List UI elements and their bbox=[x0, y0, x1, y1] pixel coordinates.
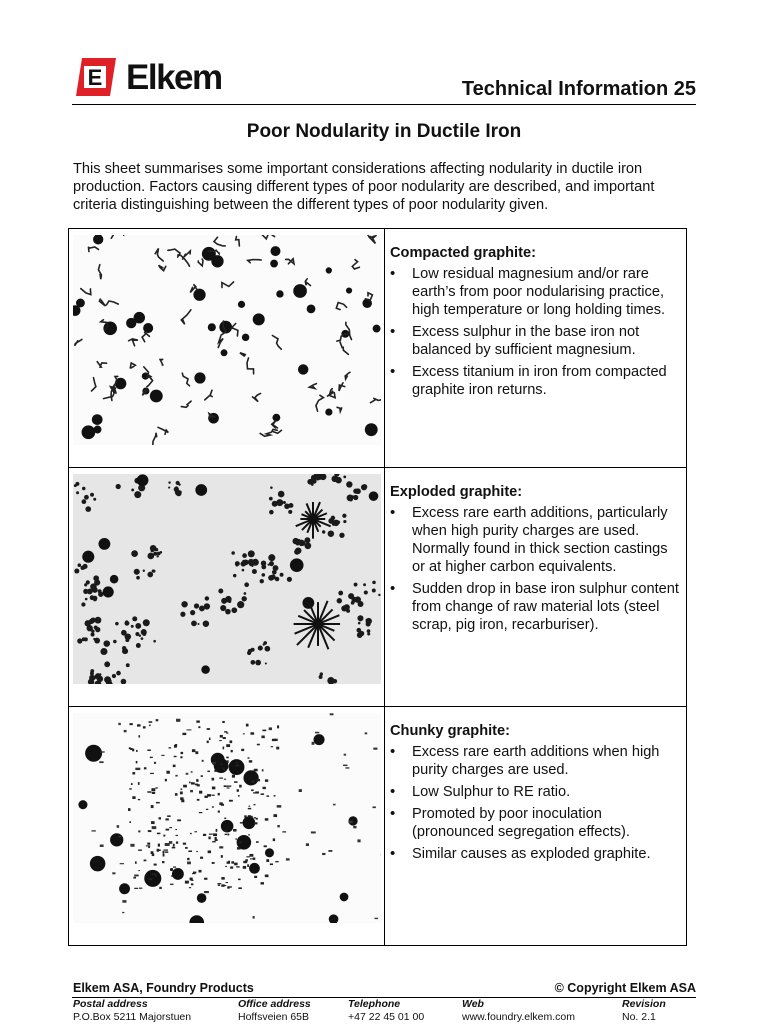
table-row bbox=[69, 229, 687, 468]
section-title: Compacted graphite: bbox=[390, 245, 536, 261]
chunky-graphite-micrograph bbox=[73, 713, 381, 923]
footer-value: P.O.Box 5211 Majorstuen bbox=[73, 1011, 192, 1023]
footer-label: Web bbox=[462, 998, 484, 1010]
footer-copyright: © Copyright Elkem ASA bbox=[554, 981, 696, 995]
footer-label: Revision bbox=[622, 998, 666, 1010]
list-item: • Excess sulphur in the base iron not balanced by sufficient magnesium. bbox=[390, 323, 680, 359]
cause-list bbox=[390, 743, 680, 863]
page-title: Poor Nodularity in Ductile Iron bbox=[246, 121, 522, 142]
footer-web bbox=[462, 998, 575, 1024]
cause-list bbox=[390, 265, 680, 399]
image-cell bbox=[69, 468, 385, 707]
section-title: Chunky graphite: bbox=[390, 723, 510, 739]
elkem-logo-icon bbox=[72, 56, 120, 98]
footer-company: Elkem ASA, Foundry Products bbox=[73, 981, 254, 995]
list-item: • Excess rare earth additions, particularly when high purity charges are used. Normally found in thick section castings or at higher carbon equivalents. bbox=[390, 504, 680, 576]
footer-label: Office address bbox=[238, 998, 311, 1010]
list-item: • Low residual magnesium and/or rare earth’s from poor nodularising practice, high temperature or long holding times. bbox=[390, 265, 680, 319]
footer-revision bbox=[622, 998, 666, 1024]
table-row bbox=[69, 468, 687, 707]
brand-name: Elkem bbox=[126, 58, 222, 97]
cause-list bbox=[390, 504, 680, 634]
text-cell bbox=[385, 707, 687, 946]
elkem-logo bbox=[72, 56, 242, 98]
section-title: Exploded graphite: bbox=[390, 484, 523, 500]
list-item: • Similar causes as exploded graphite. bbox=[390, 845, 680, 863]
footer-value: www.foundry.elkem.com bbox=[462, 1011, 576, 1023]
list-item: • Sudden drop in base iron sulphur content from change of raw material lots (steel scrap, pig iron, recarburiser). bbox=[390, 580, 680, 634]
logo-letter: E bbox=[87, 65, 103, 90]
footer-label: Postal address bbox=[73, 998, 148, 1010]
compacted-graphite-micrograph bbox=[73, 235, 381, 445]
footer-postal bbox=[73, 998, 191, 1024]
image-cell bbox=[69, 229, 385, 468]
intro-paragraph: This sheet summarises some important considerations affecting nodularity in ductile iron production. Factors causing different types of poor nodularity are described, and important criteria distinguishing between the different types of poor nodularity given. bbox=[73, 161, 655, 213]
footer-value: +47 22 45 01 00 bbox=[348, 1011, 425, 1023]
graphite-table bbox=[68, 228, 687, 946]
footer-label: Telephone bbox=[348, 998, 401, 1010]
text-cell bbox=[385, 468, 687, 707]
exploded-graphite-micrograph bbox=[73, 474, 381, 684]
footer-value: No. 2.1 bbox=[622, 1011, 656, 1023]
list-item: • Promoted by poor inoculation (pronounced segregation effects). bbox=[390, 805, 680, 841]
list-item: • Excess rare earth additions when high purity charges are used. bbox=[390, 743, 680, 779]
image-cell bbox=[69, 707, 385, 946]
list-item: • Excess titanium in iron from compacted graphite iron returns. bbox=[390, 363, 680, 399]
footer-telephone bbox=[348, 998, 424, 1024]
table-row bbox=[69, 707, 687, 946]
list-item: • Low Sulphur to RE ratio. bbox=[390, 783, 680, 801]
doc-label: Technical Information 25 bbox=[461, 78, 696, 100]
header-divider bbox=[72, 104, 696, 105]
footer-office bbox=[238, 998, 311, 1024]
text-cell bbox=[385, 229, 687, 468]
footer-value: Hoffsveien 65B bbox=[238, 1011, 310, 1023]
